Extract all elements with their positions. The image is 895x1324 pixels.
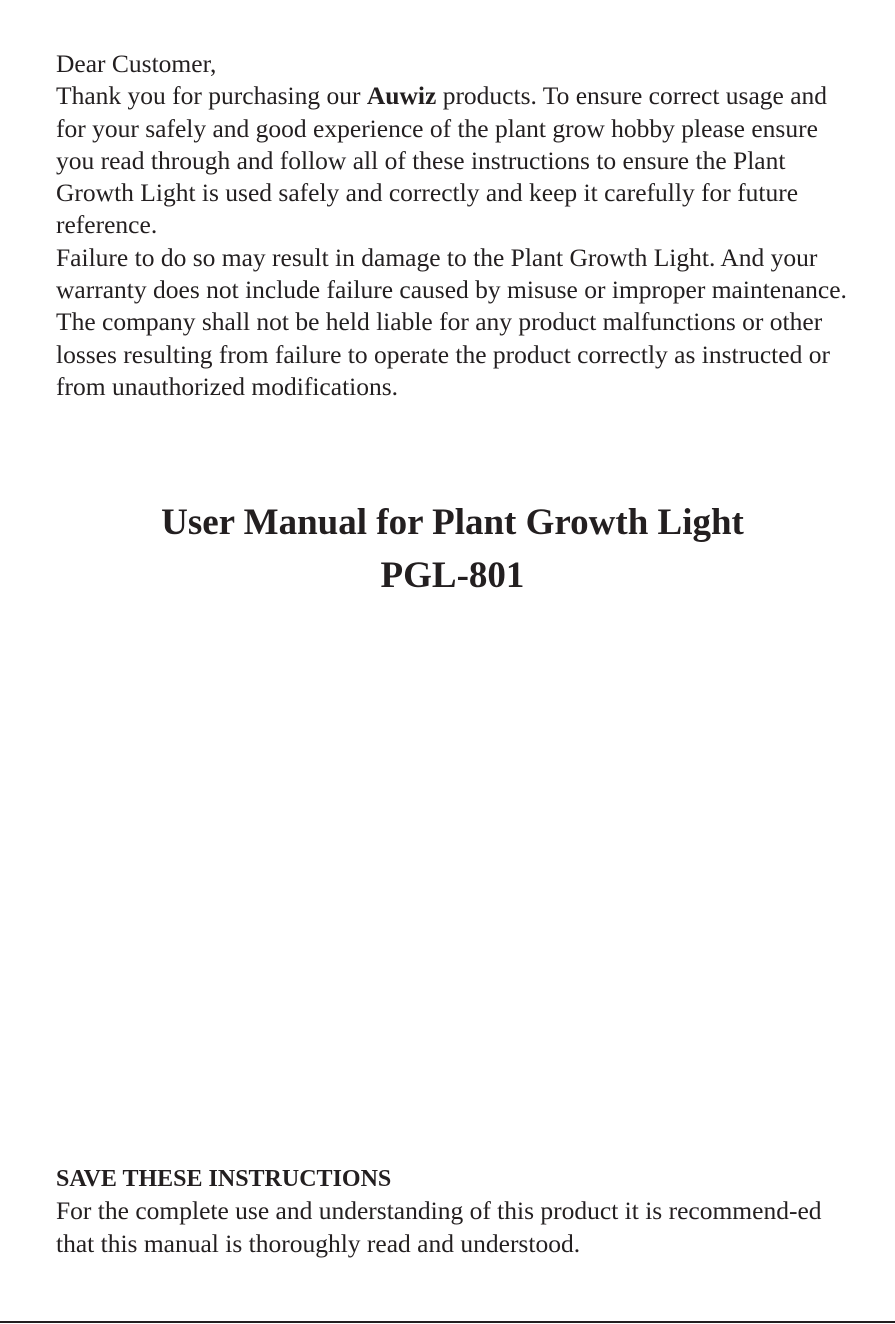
save-instructions-heading: SAVE THESE INSTRUCTIONS [56,1166,392,1192]
customer-notice [56,48,856,403]
liability-paragraph: The company shall not be held liable for any product malfunctions or other losses resulting from failure to operate the product correctly as instructed or from unauthorized modifications. [56,307,830,401]
warranty-paragraph: Failure to do so may result in damage to the Plant Growth Light. And your warranty does not include failure caused by misuse or improper maintenance. [56,242,847,305]
save-instructions-text: For the complete use and understanding of this product it is recommend-ed that this manual is thoroughly read and understood. [56,1196,822,1258]
model-number: PGL-801 [380,555,525,596]
thank-you-paragraph [56,80,856,241]
manual-title-line: User Manual for Plant Growth Light [161,502,744,543]
bottom-divider [0,1321,895,1323]
manual-title [0,496,895,602]
thank-you-text-end: products. To ensure correct usage and for your safely and good experience of the plant grow hobby please ensure you read through and follow all of these instructions to ensure the Plant Growth Light is used safely and correctly and keep it carefully for future reference. [56,81,828,240]
brand-name: Auwiz [366,81,437,111]
thank-you-text-start: Thank you for purchasing our [56,81,367,111]
save-instructions-section [56,1163,856,1260]
greeting: Dear Customer, [56,49,217,78]
